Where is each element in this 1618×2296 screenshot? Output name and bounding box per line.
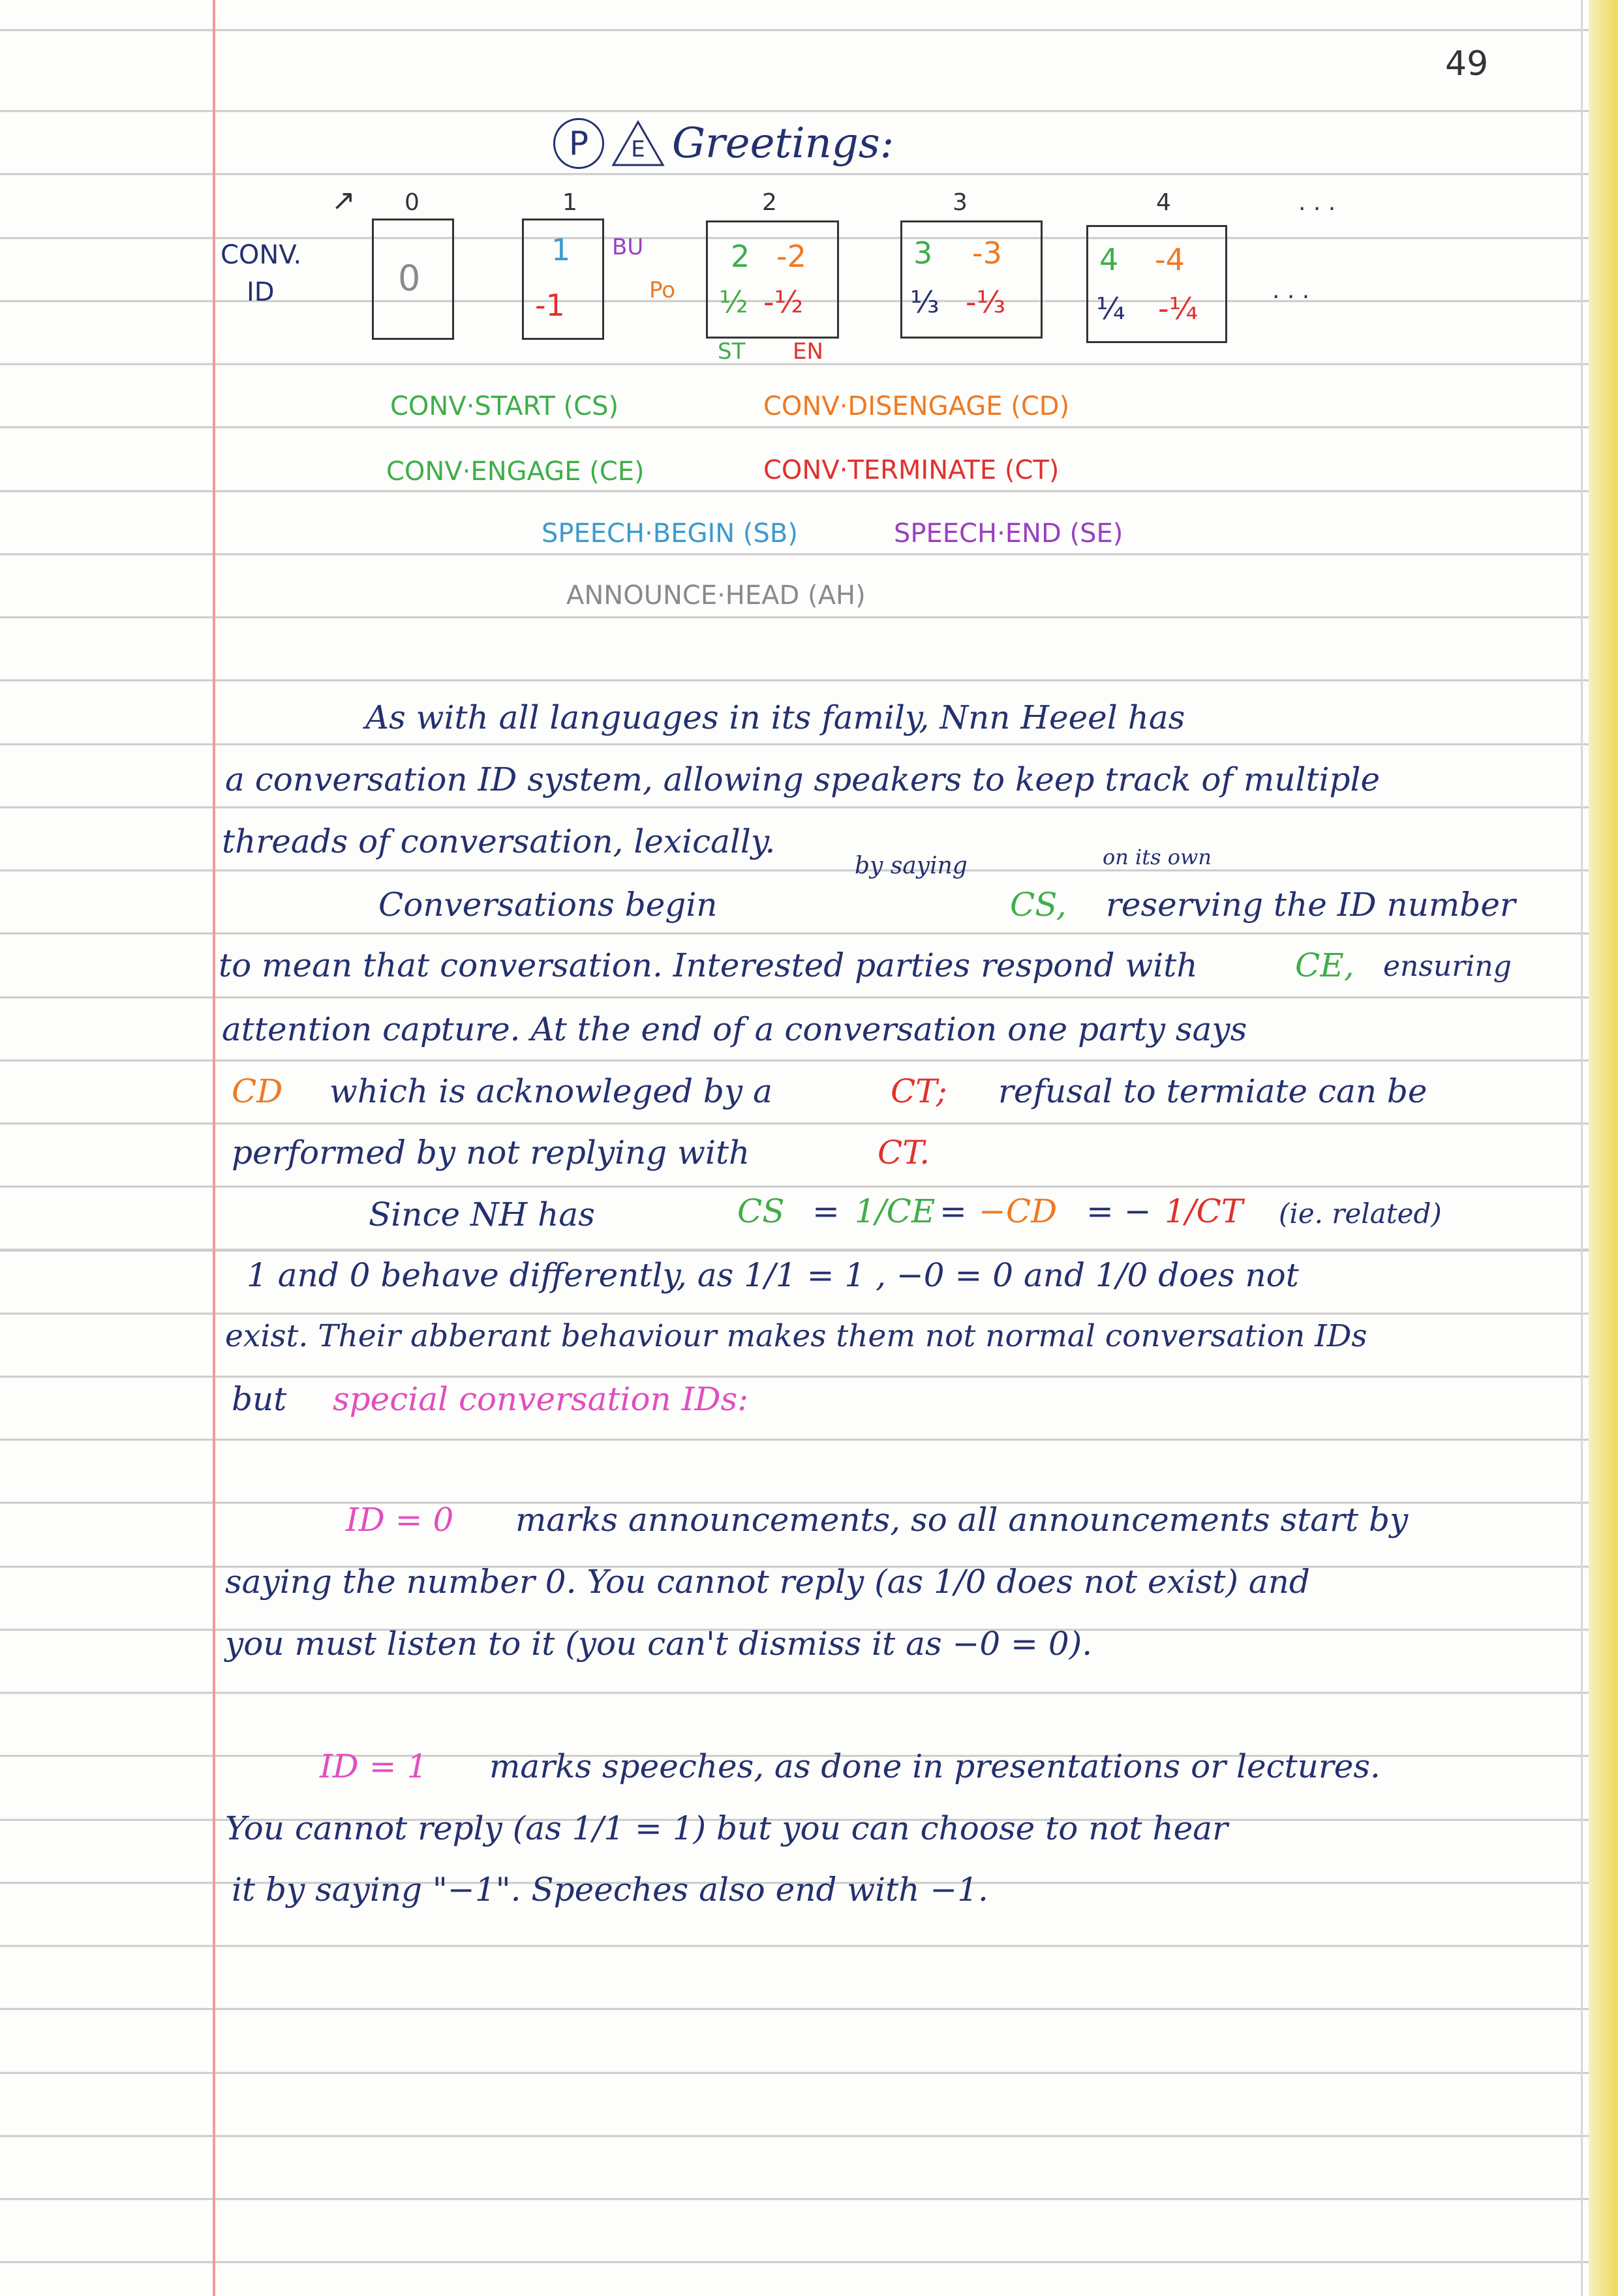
triangle-e-letter: E (631, 136, 645, 162)
text-line-12a: but (232, 1380, 287, 1418)
legend-sb: SPEECH·BEGIN (SB) (542, 519, 798, 549)
text-line-5-ce: CE, (1295, 946, 1354, 984)
box0-value: 0 (398, 258, 421, 299)
text-line-8a: performed by not replying with (232, 1134, 750, 1171)
box4-bottom-right: -¼ (1158, 291, 1198, 326)
triangle-e-icon (611, 119, 665, 168)
page-number: 49 (1445, 44, 1489, 83)
text-line-9-eq1: = (812, 1192, 840, 1230)
text-line-9-ce: 1/CE (855, 1192, 936, 1230)
legend-ah: ANNOUNCE·HEAD (AH) (566, 581, 866, 611)
box2-bottom-right: -½ (763, 284, 804, 320)
insert-on-its-own: on its own (1103, 845, 1212, 869)
legend-cd: CONV·DISENGAGE (CD) (763, 391, 1070, 421)
box4-top-left: 4 (1099, 242, 1119, 277)
box3-bottom-right: -⅓ (966, 284, 1006, 320)
text-line-4b: reserving the ID number (1106, 886, 1516, 924)
page-edge (1589, 0, 1618, 2296)
text-line-9-eq3: = − (1086, 1192, 1152, 1230)
box2-top-right: -2 (776, 239, 806, 274)
box3-bottom-left: ⅓ (910, 284, 939, 320)
text-line-8-ct: CT. (878, 1134, 930, 1171)
text-line-12b: special conversation IDs: (333, 1380, 749, 1418)
text-line-17: You cannot reply (as 1/1 = 1) but you can choose to not hear (225, 1809, 1229, 1847)
index-2: 2 (762, 189, 777, 216)
legend-ct: CONV·TERMINATE (CT) (763, 455, 1060, 485)
text-line-9b: (ie. related) (1279, 1198, 1442, 1230)
index-0: 0 (404, 189, 420, 216)
text-line-10: 1 and 0 behave differently, as 1/1 = 1 , −0 = 0 and 1/0 does not (247, 1256, 1299, 1294)
box4-top-right: -4 (1155, 242, 1185, 277)
text-line-1: As with all languages in its family, Nnn Heeel has (365, 699, 1185, 736)
text-line-9-cd: −CD (979, 1192, 1058, 1230)
legend-ce: CONV·ENGAGE (CE) (386, 457, 645, 487)
text-line-18: it by saying "−1". Speeches also end with −1. (232, 1871, 988, 1909)
text-line-6: attention capture. At the end of a conversation one party says (222, 1010, 1247, 1048)
legend-se: SPEECH·END (SE) (894, 519, 1123, 549)
text-line-14: saying the number 0. You cannot reply (as 1/0 does not exist) and (225, 1563, 1310, 1601)
margin-line (213, 0, 215, 2296)
text-line-15: you must listen to it (you can't dismiss it as −0 = 0). (225, 1625, 1093, 1663)
index-3: 3 (953, 189, 968, 216)
label-po: Po (649, 277, 676, 303)
id-0-label: ID = 0 (346, 1501, 454, 1539)
text-line-9-ct: 1/CT (1165, 1192, 1244, 1230)
box4-bottom-left: ¼ (1096, 291, 1125, 326)
text-line-16: marks speeches, as done in presentations or lectures. (489, 1747, 1381, 1785)
text-line-9-cs: CS (737, 1192, 785, 1230)
text-line-11: exist. Their abberant behaviour makes them not normal conversation IDs (225, 1318, 1367, 1354)
label-st: ST (718, 339, 746, 365)
text-line-7-cd: CD (232, 1072, 283, 1110)
text-line-5a: to mean that conversation. Interested parties respond with (219, 946, 1198, 984)
text-line-9-eq2: = (939, 1192, 967, 1230)
box2-bottom-left: ½ (719, 284, 748, 320)
text-line-4a: Conversations begin (378, 886, 718, 924)
title-text: Greetings: (672, 119, 894, 168)
legend-cs: CONV·START (CS) (390, 391, 619, 421)
insert-by-saying: by saying (855, 853, 968, 879)
text-line-3: threads of conversation, lexically. (222, 823, 776, 860)
conv-label: CONV. (221, 240, 302, 270)
text-line-7b: refusal to termiate can be (998, 1072, 1427, 1110)
box1-bottom: -1 (535, 288, 565, 323)
circle-p-icon: P (553, 118, 604, 169)
text-line-7a: which is acknowleged by a (329, 1072, 772, 1110)
index-4: 4 (1156, 189, 1171, 216)
label-en: EN (793, 339, 823, 365)
box3-top-left: 3 (913, 235, 933, 271)
id-label: ID (247, 277, 275, 307)
box2-top-left: 2 (731, 239, 750, 274)
index-1: 1 (562, 189, 577, 216)
id-box-2 (706, 220, 839, 339)
text-line-5b: ensuring (1383, 950, 1512, 983)
text-line-2: a conversation ID system, allowing speakers to keep track of multiple (225, 761, 1381, 798)
page-title (553, 114, 894, 173)
text-line-9a: Since NH has (369, 1196, 595, 1233)
text-line-4-cs: CS, (1010, 886, 1067, 924)
label-bu: BU (612, 234, 644, 260)
index-ellipsis: . . . (1298, 189, 1336, 216)
id-1-label: ID = 1 (320, 1747, 428, 1785)
text-line-13: marks announcements, so all announcements start by (515, 1501, 1409, 1539)
box1-top: 1 (551, 232, 571, 267)
text-line-7-ct: CT; (891, 1072, 947, 1110)
ellipsis-right: . . . (1272, 277, 1310, 304)
arrow-icon: ↗ (331, 184, 356, 217)
box3-top-right: -3 (972, 235, 1002, 271)
